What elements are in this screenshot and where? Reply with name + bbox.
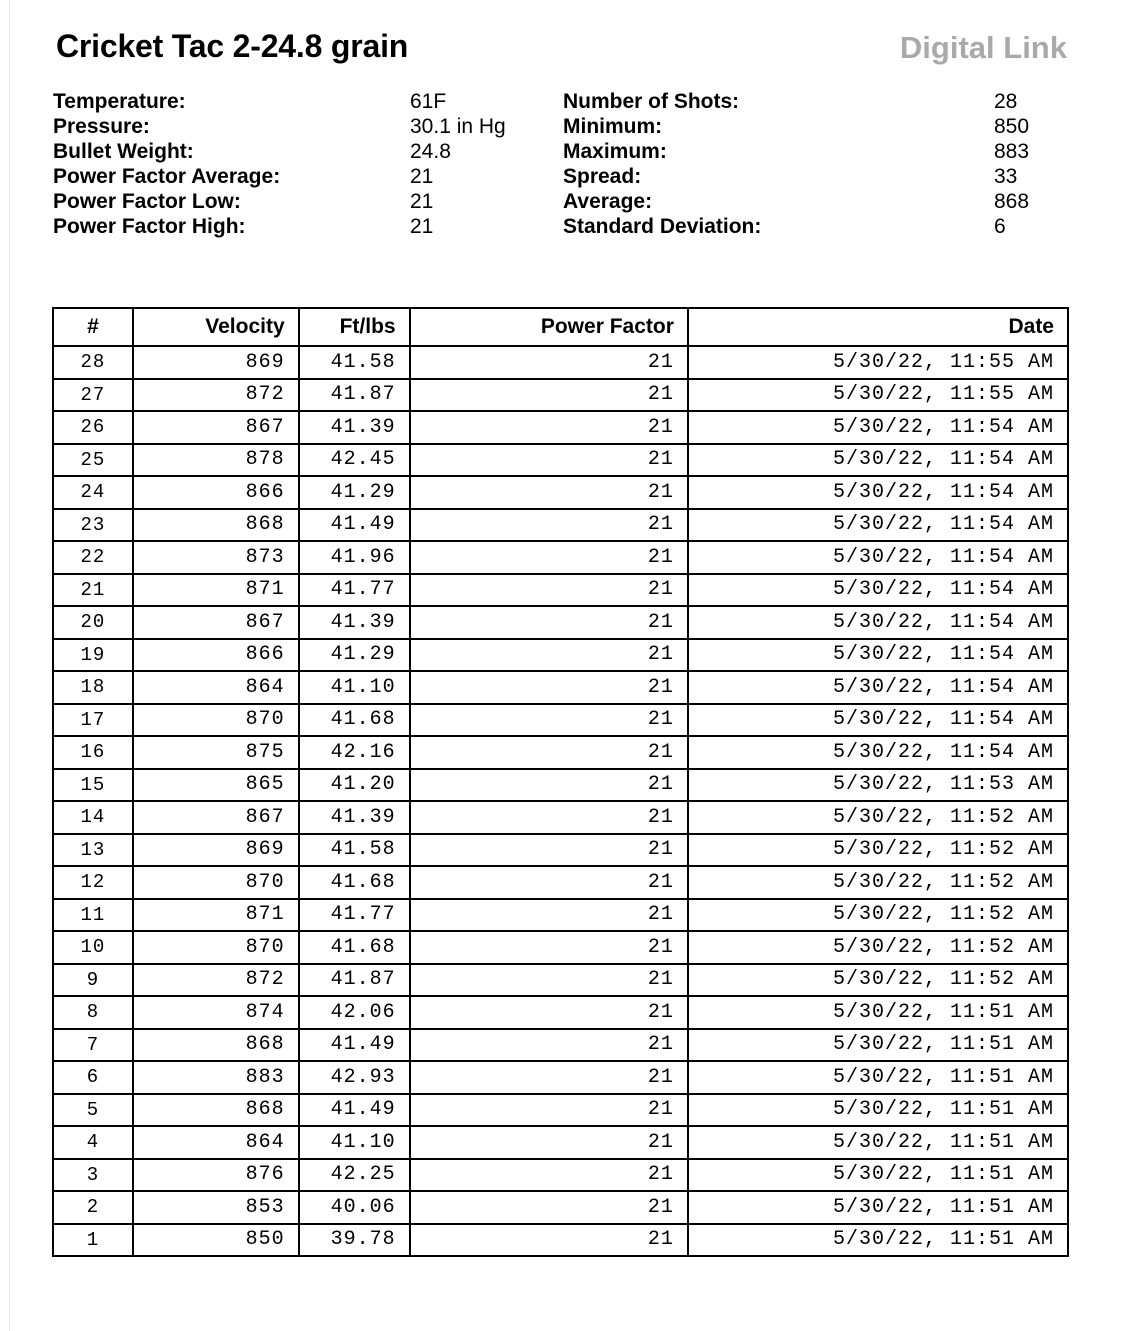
shots-table (52, 307, 1069, 1257)
cell-date: 5/30/22, 11:54 AM (688, 574, 1068, 607)
table-row (53, 411, 1068, 444)
stat-label: Maximum: (563, 140, 667, 163)
cell-ft-lbs: 41.20 (299, 769, 410, 802)
cell-ft-lbs: 41.29 (299, 476, 410, 509)
cell-number: 16 (53, 736, 133, 769)
cell-velocity: 868 (133, 509, 299, 542)
table-row (53, 866, 1068, 899)
cell-date: 5/30/22, 11:54 AM (688, 541, 1068, 574)
cell-ft-lbs: 42.25 (299, 1159, 410, 1192)
cell-velocity: 870 (133, 866, 299, 899)
cell-ft-lbs: 42.06 (299, 996, 410, 1029)
cell-power-factor: 21 (410, 411, 688, 444)
cell-date: 5/30/22, 11:54 AM (688, 704, 1068, 737)
cell-ft-lbs: 41.96 (299, 541, 410, 574)
cell-power-factor: 21 (410, 1061, 688, 1094)
cell-number: 1 (53, 1224, 133, 1257)
cell-number: 24 (53, 476, 133, 509)
table-row (53, 801, 1068, 834)
cell-date: 5/30/22, 11:53 AM (688, 769, 1068, 802)
cell-number: 9 (53, 964, 133, 997)
cell-velocity: 866 (133, 639, 299, 672)
cell-power-factor: 21 (410, 671, 688, 704)
cell-power-factor: 21 (410, 574, 688, 607)
cell-number: 23 (53, 509, 133, 542)
cell-velocity: 865 (133, 769, 299, 802)
table-row (53, 1191, 1068, 1224)
stat-value: 6 (994, 215, 1006, 238)
cell-velocity: 867 (133, 606, 299, 639)
cell-number: 20 (53, 606, 133, 639)
cell-date: 5/30/22, 11:54 AM (688, 671, 1068, 704)
cell-date: 5/30/22, 11:54 AM (688, 639, 1068, 672)
cell-number: 8 (53, 996, 133, 1029)
page-edge-divider (9, 0, 10, 1331)
cell-number: 5 (53, 1094, 133, 1127)
table-row (53, 639, 1068, 672)
cell-date: 5/30/22, 11:51 AM (688, 1061, 1068, 1094)
stats-left-labels (53, 89, 280, 239)
column-header-number: # (53, 308, 133, 346)
column-header-date: Date (688, 308, 1068, 346)
cell-velocity: 853 (133, 1191, 299, 1224)
stats-right-labels (563, 89, 761, 239)
cell-date: 5/30/22, 11:52 AM (688, 866, 1068, 899)
table-row (53, 704, 1068, 737)
table-row (53, 736, 1068, 769)
stat-value: 24.8 (410, 140, 451, 163)
cell-number: 7 (53, 1029, 133, 1062)
cell-date: 5/30/22, 11:55 AM (688, 379, 1068, 412)
cell-velocity: 864 (133, 671, 299, 704)
cell-date: 5/30/22, 11:51 AM (688, 1126, 1068, 1159)
cell-velocity: 870 (133, 931, 299, 964)
cell-ft-lbs: 41.77 (299, 574, 410, 607)
table-row (53, 671, 1068, 704)
stat-label: Pressure: (53, 115, 150, 138)
table-row (53, 1029, 1068, 1062)
table-row (53, 379, 1068, 412)
stats-right-values (994, 89, 1029, 239)
cell-date: 5/30/22, 11:54 AM (688, 736, 1068, 769)
stat-label: Temperature: (53, 90, 186, 113)
cell-date: 5/30/22, 11:52 AM (688, 834, 1068, 867)
cell-ft-lbs: 42.93 (299, 1061, 410, 1094)
table-row (53, 444, 1068, 477)
column-header-velocity: Velocity (133, 308, 299, 346)
cell-number: 17 (53, 704, 133, 737)
cell-number: 19 (53, 639, 133, 672)
stat-value: 30.1 in Hg (410, 115, 506, 138)
table-row (53, 541, 1068, 574)
cell-velocity: 883 (133, 1061, 299, 1094)
stat-value: 21 (410, 165, 434, 188)
stat-label: Bullet Weight: (53, 140, 194, 163)
cell-velocity: 850 (133, 1224, 299, 1257)
cell-velocity: 869 (133, 346, 299, 379)
cell-date: 5/30/22, 11:51 AM (688, 1029, 1068, 1062)
cell-number: 18 (53, 671, 133, 704)
stat-label: Standard Deviation: (563, 215, 762, 238)
cell-ft-lbs: 41.39 (299, 801, 410, 834)
cell-velocity: 867 (133, 801, 299, 834)
cell-velocity: 875 (133, 736, 299, 769)
stat-label: Power Factor Average: (53, 165, 281, 188)
table-row (53, 606, 1068, 639)
cell-power-factor: 21 (410, 964, 688, 997)
cell-power-factor: 21 (410, 1094, 688, 1127)
table-row (53, 996, 1068, 1029)
cell-number: 15 (53, 769, 133, 802)
stat-value: 33 (994, 165, 1018, 188)
cell-power-factor: 21 (410, 1191, 688, 1224)
table-row (53, 769, 1068, 802)
cell-power-factor: 21 (410, 996, 688, 1029)
cell-ft-lbs: 41.49 (299, 1029, 410, 1062)
cell-ft-lbs: 42.45 (299, 444, 410, 477)
stat-value: 883 (994, 140, 1030, 163)
cell-power-factor: 21 (410, 606, 688, 639)
cell-ft-lbs: 41.49 (299, 509, 410, 542)
cell-ft-lbs: 42.16 (299, 736, 410, 769)
table-row (53, 899, 1068, 932)
cell-date: 5/30/22, 11:54 AM (688, 606, 1068, 639)
table-row (53, 509, 1068, 542)
table-row (53, 834, 1068, 867)
cell-number: 11 (53, 899, 133, 932)
cell-number: 12 (53, 866, 133, 899)
cell-number: 3 (53, 1159, 133, 1192)
cell-power-factor: 21 (410, 834, 688, 867)
cell-ft-lbs: 41.77 (299, 899, 410, 932)
cell-date: 5/30/22, 11:51 AM (688, 996, 1068, 1029)
cell-velocity: 873 (133, 541, 299, 574)
cell-power-factor: 21 (410, 1126, 688, 1159)
stats-left-values (410, 89, 506, 239)
cell-velocity: 871 (133, 574, 299, 607)
cell-number: 10 (53, 931, 133, 964)
cell-number: 14 (53, 801, 133, 834)
cell-ft-lbs: 41.58 (299, 346, 410, 379)
table-row (53, 964, 1068, 997)
cell-date: 5/30/22, 11:55 AM (688, 346, 1068, 379)
stat-value: 868 (994, 190, 1030, 213)
table-row (53, 1159, 1068, 1192)
cell-velocity: 864 (133, 1126, 299, 1159)
column-header-power-factor: Power Factor (410, 308, 688, 346)
table-row (53, 476, 1068, 509)
cell-number: 28 (53, 346, 133, 379)
cell-number: 26 (53, 411, 133, 444)
cell-velocity: 872 (133, 964, 299, 997)
table-row (53, 1126, 1068, 1159)
cell-number: 6 (53, 1061, 133, 1094)
cell-ft-lbs: 41.39 (299, 606, 410, 639)
table-header-row (53, 308, 1068, 346)
brand-logo-text: Digital Link (899, 30, 1067, 65)
cell-power-factor: 21 (410, 1159, 688, 1192)
cell-number: 27 (53, 379, 133, 412)
cell-velocity: 866 (133, 476, 299, 509)
cell-power-factor: 21 (410, 801, 688, 834)
cell-velocity: 868 (133, 1094, 299, 1127)
stat-value: 28 (994, 90, 1018, 113)
cell-power-factor: 21 (410, 704, 688, 737)
cell-power-factor: 21 (410, 866, 688, 899)
column-header-ft-lbs: Ft/lbs (299, 308, 410, 346)
stat-value: 850 (994, 115, 1030, 138)
cell-number: 13 (53, 834, 133, 867)
cell-date: 5/30/22, 11:54 AM (688, 411, 1068, 444)
cell-ft-lbs: 40.06 (299, 1191, 410, 1224)
table-row (53, 1061, 1068, 1094)
stat-label: Power Factor Low: (53, 190, 241, 213)
cell-power-factor: 21 (410, 379, 688, 412)
cell-date: 5/30/22, 11:51 AM (688, 1094, 1068, 1127)
cell-power-factor: 21 (410, 509, 688, 542)
cell-number: 2 (53, 1191, 133, 1224)
table-body (53, 346, 1068, 1256)
table-row (53, 1224, 1068, 1257)
cell-ft-lbs: 41.68 (299, 931, 410, 964)
cell-date: 5/30/22, 11:51 AM (688, 1224, 1068, 1257)
cell-number: 21 (53, 574, 133, 607)
cell-ft-lbs: 39.78 (299, 1224, 410, 1257)
cell-power-factor: 21 (410, 769, 688, 802)
cell-velocity: 869 (133, 834, 299, 867)
cell-ft-lbs: 41.10 (299, 1126, 410, 1159)
cell-power-factor: 21 (410, 444, 688, 477)
cell-date: 5/30/22, 11:54 AM (688, 476, 1068, 509)
stat-value: 21 (410, 190, 434, 213)
table-row (53, 574, 1068, 607)
stat-label: Minimum: (563, 115, 663, 138)
cell-velocity: 870 (133, 704, 299, 737)
cell-ft-lbs: 41.87 (299, 964, 410, 997)
cell-velocity: 874 (133, 996, 299, 1029)
cell-date: 5/30/22, 11:54 AM (688, 444, 1068, 477)
cell-ft-lbs: 41.58 (299, 834, 410, 867)
cell-power-factor: 21 (410, 639, 688, 672)
cell-date: 5/30/22, 11:52 AM (688, 931, 1068, 964)
cell-velocity: 871 (133, 899, 299, 932)
cell-date: 5/30/22, 11:52 AM (688, 964, 1068, 997)
stat-label: Power Factor High: (53, 215, 246, 238)
stat-label: Spread: (563, 165, 642, 188)
cell-power-factor: 21 (410, 931, 688, 964)
cell-power-factor: 21 (410, 541, 688, 574)
cell-ft-lbs: 41.68 (299, 704, 410, 737)
cell-ft-lbs: 41.39 (299, 411, 410, 444)
cell-power-factor: 21 (410, 736, 688, 769)
cell-date: 5/30/22, 11:54 AM (688, 509, 1068, 542)
cell-number: 25 (53, 444, 133, 477)
cell-date: 5/30/22, 11:51 AM (688, 1191, 1068, 1224)
cell-date: 5/30/22, 11:52 AM (688, 899, 1068, 932)
cell-date: 5/30/22, 11:52 AM (688, 801, 1068, 834)
cell-velocity: 876 (133, 1159, 299, 1192)
cell-power-factor: 21 (410, 346, 688, 379)
cell-date: 5/30/22, 11:51 AM (688, 1159, 1068, 1192)
stat-value: 61F (410, 90, 447, 113)
cell-power-factor: 21 (410, 1029, 688, 1062)
stat-label: Number of Shots: (563, 90, 740, 113)
cell-ft-lbs: 41.29 (299, 639, 410, 672)
cell-ft-lbs: 41.49 (299, 1094, 410, 1127)
table-row (53, 1094, 1068, 1127)
cell-velocity: 868 (133, 1029, 299, 1062)
cell-power-factor: 21 (410, 899, 688, 932)
cell-power-factor: 21 (410, 476, 688, 509)
cell-number: 4 (53, 1126, 133, 1159)
cell-ft-lbs: 41.87 (299, 379, 410, 412)
table-row (53, 931, 1068, 964)
cell-ft-lbs: 41.10 (299, 671, 410, 704)
table-row (53, 346, 1068, 379)
page-title: Cricket Tac 2-24.8 grain (56, 28, 409, 64)
cell-number: 22 (53, 541, 133, 574)
stat-value: 21 (410, 215, 434, 238)
stat-label: Average: (563, 190, 653, 213)
cell-velocity: 867 (133, 411, 299, 444)
cell-power-factor: 21 (410, 1224, 688, 1257)
cell-velocity: 872 (133, 379, 299, 412)
cell-ft-lbs: 41.68 (299, 866, 410, 899)
cell-velocity: 878 (133, 444, 299, 477)
